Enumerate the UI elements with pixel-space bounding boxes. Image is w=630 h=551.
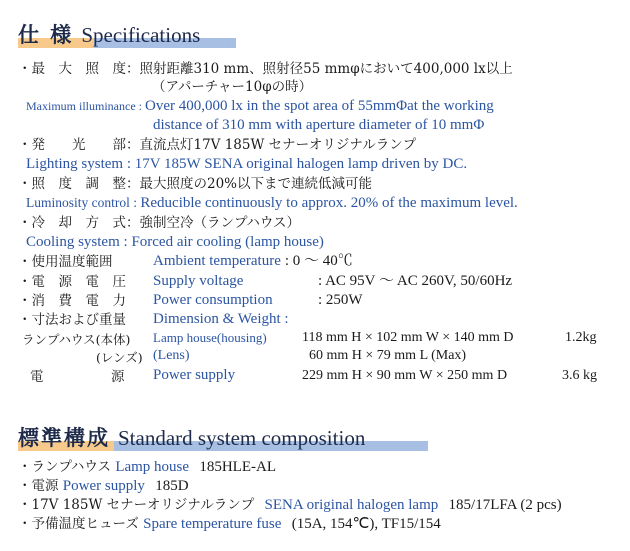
dim-size-value: 229 mm H × 90 mm W × 250 mm D bbox=[302, 368, 508, 383]
std-item-jp: ・ランプハウス bbox=[18, 459, 112, 475]
value: : AC 95V ～ AC 260V, 50/60Hz bbox=[318, 273, 513, 289]
dim-size-value: 118 mm H × 102 mm W × 140 mm D bbox=[302, 330, 514, 345]
value: 強制空冷（ランプハウス） bbox=[139, 215, 301, 231]
spec-illuminance-jp bbox=[18, 60, 513, 78]
spec-cooling-jp bbox=[18, 214, 300, 232]
dim-weight bbox=[562, 368, 597, 384]
spec-lighting-en bbox=[26, 155, 467, 173]
spec-illuminance-en bbox=[26, 97, 494, 115]
label: ・最 大 照 度： bbox=[18, 61, 140, 77]
std-item-code: 185HLE-AL bbox=[199, 459, 276, 475]
spec-voltage bbox=[18, 273, 126, 291]
value: Reducible continuously to approx. 20% of the maximum level. bbox=[140, 195, 518, 211]
spec-luminosity-en bbox=[26, 194, 518, 212]
std-item bbox=[18, 458, 276, 476]
value: : 250W bbox=[318, 292, 363, 308]
std-item-code: (15A, 154℃), TF15/154 bbox=[291, 516, 441, 532]
dim-size-value: 60 mm H × 79 mm L (Max) bbox=[309, 348, 467, 363]
dim-label-jp: (レンズ) bbox=[96, 350, 143, 365]
label-jp: ・消 費 電 力 bbox=[18, 293, 126, 309]
spec-illuminance-en-2 bbox=[153, 116, 484, 134]
heading-en: Standard system composition bbox=[118, 426, 366, 450]
spec-lighting-jp bbox=[18, 136, 416, 154]
standard-composition-heading bbox=[18, 423, 428, 453]
std-item-jp: ・17V 185W セナーオリジナルランプ bbox=[18, 497, 255, 513]
heading-jp: 標準構成 bbox=[18, 425, 110, 450]
dim-label-en: Lamp house(housing) bbox=[153, 330, 267, 345]
spec-dimension bbox=[18, 311, 126, 329]
value: （アパーチャー10φの時） bbox=[152, 79, 313, 95]
spec-power-value bbox=[318, 291, 363, 309]
label: Lighting system : bbox=[26, 156, 135, 172]
spec-luminosity-jp bbox=[18, 175, 372, 193]
std-item-code: 185/17LFA (2 pcs) bbox=[448, 497, 562, 513]
label-en: Supply voltage bbox=[153, 273, 244, 289]
dim-label-jp: ランプハウス(本体) bbox=[22, 332, 131, 347]
dim-row-en bbox=[153, 348, 190, 364]
std-item-jp: ・予備温度ヒューズ bbox=[18, 516, 139, 532]
specifications-heading bbox=[18, 20, 236, 50]
label: ・照 度 調 整： bbox=[18, 176, 140, 192]
dim-label-en: Power supply bbox=[153, 367, 236, 383]
heading-en: Specifications bbox=[81, 23, 201, 47]
value: Over 400,000 lx in the spot area of 55mmΦat the working bbox=[144, 98, 494, 114]
std-item bbox=[18, 515, 441, 533]
spec-voltage-en bbox=[153, 272, 243, 290]
dim-size bbox=[309, 348, 466, 364]
std-item-code: 185D bbox=[155, 478, 189, 494]
value: Forced air cooling (lamp house) bbox=[131, 234, 324, 250]
value: 最大照度の20%以下まで連続低減可能 bbox=[139, 176, 373, 192]
spec-dimension-en bbox=[153, 310, 289, 328]
dim-size bbox=[302, 330, 514, 346]
dim-size bbox=[302, 368, 507, 384]
dim-weight bbox=[565, 330, 597, 346]
std-item bbox=[18, 477, 189, 495]
spec-voltage-value bbox=[318, 272, 512, 290]
label: ・発 光 部： bbox=[18, 137, 140, 153]
dim-row-jp bbox=[30, 368, 125, 386]
value: 照射距離310 mm、照射径55 mmφにおいて400,000 lx以上 bbox=[139, 61, 513, 77]
std-item-en: Lamp house bbox=[115, 459, 190, 475]
spec-power bbox=[18, 292, 126, 310]
std-item-en: Power supply bbox=[62, 478, 145, 494]
value: 17V 185W SENA original halogen lamp driven by DC. bbox=[134, 156, 468, 172]
std-item bbox=[18, 496, 562, 514]
heading-jp: 仕 様 bbox=[18, 22, 74, 47]
value: distance of 310 mm with aperture diameter of 10 mmΦ bbox=[153, 117, 485, 133]
label-en: Dimension & Weight : bbox=[153, 311, 289, 327]
value: 直流点灯17V 185W セナーオリジナルランプ bbox=[139, 137, 417, 153]
value: : 0 ～ 40℃ bbox=[284, 253, 353, 269]
spec-temperature-en bbox=[153, 252, 353, 270]
spec-cooling-en bbox=[26, 233, 324, 251]
spec-power-en bbox=[153, 291, 273, 309]
dim-row-jp bbox=[22, 331, 130, 349]
spec-illuminance-jp-2 bbox=[152, 78, 312, 96]
std-item-en: SENA original halogen lamp bbox=[264, 497, 439, 513]
dim-row-en bbox=[153, 330, 267, 346]
dim-row-en bbox=[153, 367, 235, 384]
label-jp: ・電 源 電 圧 bbox=[18, 274, 126, 290]
dim-label-jp: 電 源 bbox=[30, 369, 125, 385]
label: Luminosity control : bbox=[26, 195, 141, 210]
label-en: Power consumption bbox=[153, 292, 273, 308]
std-item-en: Spare temperature fuse bbox=[143, 516, 282, 532]
label-en: Ambient temperature bbox=[153, 253, 281, 269]
dim-weight-value: 3.6 kg bbox=[562, 368, 597, 383]
label: ・冷 却 方 式： bbox=[18, 215, 140, 231]
std-item-jp: ・電源 bbox=[18, 478, 59, 494]
spec-temperature bbox=[18, 253, 113, 271]
dim-weight-value: 1.2kg bbox=[565, 330, 597, 345]
label: Maximum illuminance : bbox=[26, 99, 145, 113]
label-jp: ・使用温度範囲 bbox=[18, 254, 113, 270]
dim-label-en: (Lens) bbox=[153, 348, 190, 363]
dim-row-jp bbox=[96, 349, 143, 367]
label-jp: ・寸法および重量 bbox=[18, 312, 126, 328]
label: Cooling system : bbox=[26, 234, 132, 250]
